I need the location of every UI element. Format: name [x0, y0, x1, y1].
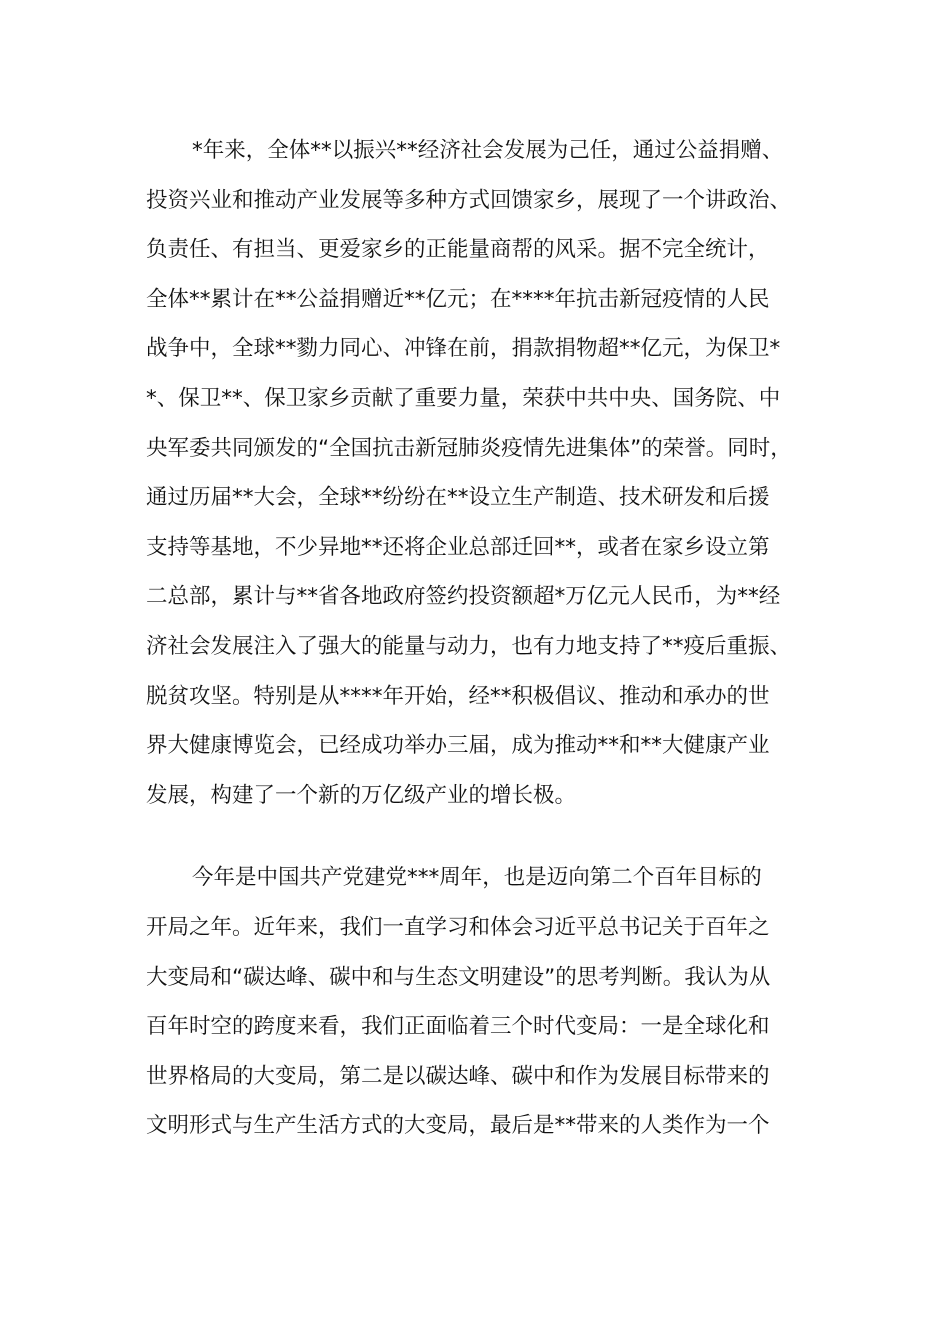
document-body — [146, 126, 806, 1151]
text-line: 济社会发展注入了强大的能量与动力，也有力地支持了**疫后重振、 — [146, 633, 792, 659]
paragraph-spacer — [146, 820, 806, 853]
text-line: 百年时空的跨度来看，我们正面临着三个时代变局：一是全球化和 — [146, 1014, 770, 1040]
text-line: *年来，全体**以振兴**经济社会发展为己任，通过公益捐赠、 — [192, 138, 784, 163]
text-line: 脱贫攻坚。特别是从****年开始，经**积极倡议、推动和承办的世 — [146, 683, 770, 709]
text-line: 投资兴业和推动产业发展等多种方式回馈家乡，展现了一个讲政治、 — [146, 187, 792, 213]
text-line: 支持等基地，不少异地**还将企业总部迁回**，或者在家乡设立第 — [146, 534, 770, 560]
text-line: 今年是中国共产党建党***周年，也是迈向第二个百年目标的 — [192, 865, 762, 891]
text-line: 央军委共同颁发的“全国抗击新冠肺炎疫情先进集体”的荣誉。同时， — [146, 435, 792, 461]
text-line: *、保卫**、保卫家乡贡献了重要力量，荣获中共中央、国务院、中 — [146, 385, 781, 411]
text-line: 世界格局的大变局，第二是以碳达峰、碳中和作为发展目标带来的 — [146, 1063, 770, 1089]
text-line: 发展，构建了一个新的万亿级产业的增长极。 — [146, 782, 577, 808]
text-line: 文明形式与生产生活方式的大变局，最后是**带来的人类作为一个 — [146, 1113, 770, 1139]
text-line: 大变局和“碳达峰、碳中和与生态文明建设”的思考判断。我认为从 — [146, 964, 771, 990]
text-line: 全体**累计在**公益捐赠近**亿元；在****年抗击新冠疫情的人民 — [146, 286, 770, 312]
text-line: 二总部，累计与**省各地政府签约投资额超*万亿元人民币，为**经 — [146, 584, 781, 610]
paragraph-2 — [146, 853, 806, 1151]
text-line: 负责任、有担当、更爱家乡的正能量商帮的风采。据不完全统计， — [146, 237, 770, 263]
paragraph-1 — [146, 126, 806, 820]
text-line: 通过历届**大会，全球**纷纷在**设立生产制造、技术研发和后援 — [146, 485, 770, 511]
text-line: 开局之年。近年来，我们一直学习和体会习近平总书记关于百年之 — [146, 914, 770, 940]
text-line: 战争中，全球**勠力同心、冲锋在前，捐款捐物超**亿元，为保卫* — [146, 336, 781, 362]
text-line: 界大健康博览会，已经成功举办三届，成为推动**和**大健康产业 — [146, 733, 770, 759]
